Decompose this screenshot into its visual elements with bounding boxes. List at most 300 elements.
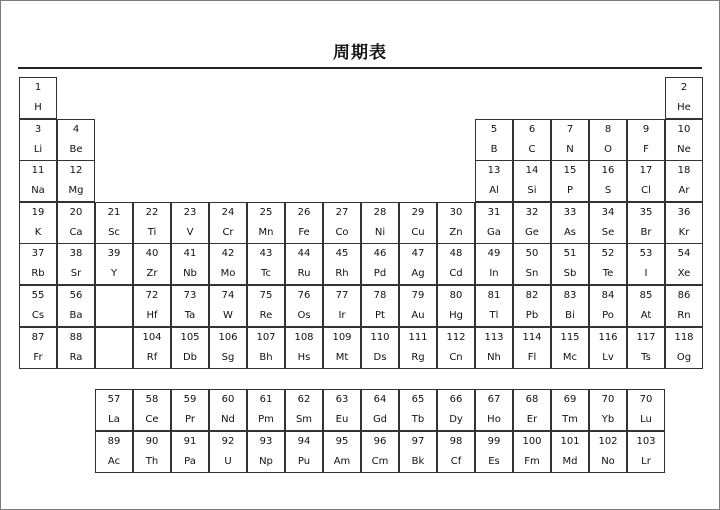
element-cell [627, 243, 665, 285]
element-symbol: Cl [641, 185, 651, 197]
atomic-number: 27 [335, 206, 349, 218]
element-cell [133, 327, 171, 369]
atomic-number: 104 [142, 331, 162, 343]
atomic-number: 81 [487, 290, 501, 301]
element-symbol: Te [602, 268, 614, 280]
atomic-number: 103 [636, 436, 656, 447]
element-symbol: Be [69, 143, 83, 155]
element-cell [285, 202, 323, 244]
element-cell [19, 77, 57, 119]
element-cell [171, 243, 209, 285]
atomic-number: 107 [256, 331, 276, 343]
element-cell [19, 160, 57, 202]
atomic-number: 83 [563, 290, 577, 301]
atomic-number: 53 [639, 248, 653, 260]
atomic-number: 115 [560, 331, 580, 343]
atomic-number: 117 [636, 331, 656, 343]
element-cell [133, 243, 171, 285]
atomic-number: 84 [601, 290, 615, 301]
element-symbol: Nd [221, 414, 235, 425]
element-symbol: Pu [297, 456, 311, 467]
element-symbol: Li [33, 143, 43, 155]
element-symbol: As [563, 226, 577, 238]
element-symbol: Y [110, 268, 118, 280]
atomic-number: 54 [677, 248, 691, 260]
element-symbol: Rg [411, 351, 425, 363]
atomic-number: 47 [411, 248, 425, 260]
element-symbol: Ar [678, 185, 690, 197]
element-symbol: Sb [563, 268, 577, 280]
element-symbol: Rb [31, 268, 45, 280]
atomic-number: 85 [639, 290, 653, 301]
element-cell [627, 431, 665, 473]
element-cell [19, 327, 57, 369]
atomic-number: 51 [563, 248, 577, 260]
element-cell [133, 202, 171, 244]
atomic-number: 80 [449, 290, 463, 301]
atomic-number: 108 [294, 331, 314, 343]
atomic-number: 82 [525, 290, 539, 301]
element-cell [171, 327, 209, 369]
element-cell [399, 327, 437, 369]
element-symbol: Es [488, 456, 500, 467]
element-cell [247, 285, 285, 327]
element-cell [437, 285, 475, 327]
atomic-number: 109 [332, 331, 352, 343]
atomic-number: 26 [297, 206, 311, 218]
element-cell [399, 389, 437, 431]
element-symbol: Cf [450, 456, 462, 467]
element-symbol: Pr [185, 414, 195, 425]
atomic-number: 57 [107, 394, 121, 405]
element-symbol: Xe [677, 268, 691, 280]
atomic-number: 69 [563, 394, 577, 405]
element-cell [627, 285, 665, 327]
element-symbol: Nh [487, 351, 501, 363]
element-cell [475, 243, 513, 285]
element-cell [475, 431, 513, 473]
element-cell [551, 243, 589, 285]
element-symbol: Sn [525, 268, 539, 280]
atomic-number: 43 [259, 248, 273, 260]
element-symbol: Po [602, 310, 614, 321]
atomic-number: 35 [639, 206, 653, 218]
atomic-number: 23 [183, 206, 197, 218]
element-cell [437, 431, 475, 473]
atomic-number: 62 [297, 394, 311, 405]
element-cell [57, 243, 95, 285]
element-cell [247, 243, 285, 285]
atomic-number: 99 [487, 436, 501, 447]
element-cell [665, 160, 703, 202]
atomic-number: 90 [145, 436, 159, 447]
element-symbol: Ho [487, 414, 501, 425]
element-symbol: Ac [107, 456, 121, 467]
atomic-number: 64 [373, 394, 387, 405]
element-cell [57, 202, 95, 244]
atomic-number: 65 [411, 394, 425, 405]
element-symbol: Sc [108, 226, 120, 238]
element-symbol: Hg [449, 310, 463, 321]
element-symbol: Sr [70, 268, 82, 280]
element-symbol: Ti [147, 226, 157, 238]
element-cell [665, 243, 703, 285]
element-symbol: Yb [601, 414, 615, 425]
element-symbol: B [490, 143, 498, 155]
element-cell [665, 119, 703, 161]
atomic-number: 87 [31, 331, 45, 343]
atomic-number: 22 [145, 206, 159, 218]
element-symbol: Ag [411, 268, 425, 280]
atomic-number: 76 [297, 290, 311, 301]
atomic-number: 112 [446, 331, 466, 343]
atomic-number: 10 [677, 123, 691, 135]
atomic-number: 13 [487, 165, 501, 177]
atomic-number: 101 [560, 436, 580, 447]
element-cell [57, 119, 95, 161]
element-symbol: Br [640, 226, 652, 238]
atomic-number: 17 [639, 165, 653, 177]
element-symbol: Pd [373, 268, 387, 280]
element-cell [361, 389, 399, 431]
element-cell [133, 389, 171, 431]
element-cell [437, 327, 475, 369]
atomic-number: 78 [373, 290, 387, 301]
element-cell [247, 389, 285, 431]
element-cell [475, 160, 513, 202]
element-cell [209, 431, 247, 473]
element-cell [627, 160, 665, 202]
element-symbol: Kr [678, 226, 690, 238]
element-cell [19, 119, 57, 161]
atomic-number: 14 [525, 165, 539, 177]
element-cell [323, 285, 361, 327]
element-cell [551, 119, 589, 161]
atomic-number: 52 [601, 248, 615, 260]
element-symbol: He [677, 102, 691, 113]
element-cell [513, 431, 551, 473]
element-cell [209, 327, 247, 369]
element-cell [247, 327, 285, 369]
element-symbol: Au [411, 310, 425, 321]
atomic-number: 12 [69, 165, 83, 177]
element-symbol: Ta [184, 310, 196, 321]
element-symbol: Na [31, 185, 45, 197]
element-symbol: Tl [489, 310, 499, 321]
atomic-number: 106 [218, 331, 238, 343]
atomic-number: 31 [487, 206, 501, 218]
element-cell [589, 243, 627, 285]
element-symbol: U [224, 456, 232, 467]
title-underline [18, 67, 702, 69]
element-cell [57, 327, 95, 369]
element-symbol: Tm [562, 414, 578, 425]
element-symbol: Am [333, 456, 351, 467]
element-cell [285, 327, 323, 369]
atomic-number: 20 [69, 206, 83, 218]
atomic-number: 110 [370, 331, 390, 343]
element-cell [19, 285, 57, 327]
element-cell [19, 243, 57, 285]
element-cell [95, 327, 133, 369]
element-symbol: Fe [298, 226, 310, 238]
element-cell [437, 202, 475, 244]
element-symbol: Re [259, 310, 273, 321]
element-cell [285, 389, 323, 431]
element-cell [323, 327, 361, 369]
element-cell [589, 327, 627, 369]
atomic-number: 38 [69, 248, 83, 260]
element-cell [665, 327, 703, 369]
page-title: 周期表 [333, 43, 387, 63]
element-cell [513, 119, 551, 161]
element-symbol: Os [297, 310, 311, 321]
atomic-number: 68 [525, 394, 539, 405]
element-symbol: Mg [68, 185, 84, 197]
atomic-number: 28 [373, 206, 387, 218]
element-symbol: Si [527, 185, 537, 197]
element-symbol: C [528, 143, 536, 155]
atomic-number: 89 [107, 436, 121, 447]
element-cell [19, 202, 57, 244]
atomic-number: 44 [297, 248, 311, 260]
element-symbol: Og [676, 351, 692, 363]
atomic-number: 111 [408, 331, 428, 343]
element-cell [361, 202, 399, 244]
atomic-number: 74 [221, 290, 235, 301]
element-symbol: Th [145, 456, 159, 467]
element-cell [399, 431, 437, 473]
element-symbol: I [644, 268, 648, 280]
element-symbol: Ba [69, 310, 83, 321]
atomic-number: 114 [522, 331, 542, 343]
element-cell [171, 202, 209, 244]
element-cell [399, 285, 437, 327]
element-symbol: Fr [33, 351, 43, 363]
atomic-number: 61 [259, 394, 273, 405]
element-symbol: Bh [259, 351, 273, 363]
element-cell [57, 285, 95, 327]
atomic-number: 9 [642, 123, 650, 135]
element-cell [133, 285, 171, 327]
element-cell [551, 327, 589, 369]
element-symbol: Zn [449, 226, 463, 238]
element-cell [513, 285, 551, 327]
element-cell [171, 389, 209, 431]
element-symbol: Al [489, 185, 499, 197]
element-cell [475, 327, 513, 369]
element-cell [171, 285, 209, 327]
element-symbol: Pm [258, 414, 274, 425]
element-cell [95, 389, 133, 431]
atomic-number: 50 [525, 248, 539, 260]
element-cell [247, 431, 285, 473]
element-cell [209, 389, 247, 431]
element-symbol: Rn [677, 310, 691, 321]
atomic-number: 66 [449, 394, 463, 405]
atomic-number: 34 [601, 206, 615, 218]
atomic-number: 73 [183, 290, 197, 301]
atomic-number: 95 [335, 436, 349, 447]
element-cell [209, 243, 247, 285]
element-cell [323, 431, 361, 473]
atomic-number: 59 [183, 394, 197, 405]
element-symbol: Ni [374, 226, 386, 238]
element-symbol: K [34, 226, 42, 238]
atomic-number: 58 [145, 394, 159, 405]
atomic-number: 55 [31, 290, 45, 301]
atomic-number: 33 [563, 206, 577, 218]
element-symbol: Bk [411, 456, 425, 467]
atomic-number: 48 [449, 248, 463, 260]
element-symbol: V [186, 226, 194, 238]
element-symbol: W [223, 310, 233, 321]
atomic-number: 1 [34, 82, 42, 93]
element-symbol: Ts [641, 351, 651, 363]
element-cell [589, 202, 627, 244]
atomic-number: 11 [31, 165, 45, 177]
atomic-number: 30 [449, 206, 463, 218]
element-symbol: Ra [69, 351, 83, 363]
element-symbol: At [640, 310, 652, 321]
element-symbol: Er [526, 414, 538, 425]
element-symbol: Pb [525, 310, 539, 321]
atomic-number: 63 [335, 394, 349, 405]
element-cell [209, 202, 247, 244]
atomic-number: 29 [411, 206, 425, 218]
atomic-number: 92 [221, 436, 235, 447]
element-symbol: Bi [565, 310, 575, 321]
element-cell [95, 285, 133, 327]
element-cell [323, 202, 361, 244]
element-cell [171, 431, 209, 473]
atomic-number: 41 [183, 248, 197, 260]
element-symbol: Rh [335, 268, 349, 280]
element-cell [57, 160, 95, 202]
atomic-number: 79 [411, 290, 425, 301]
element-symbol: O [604, 143, 612, 155]
atomic-number: 67 [487, 394, 501, 405]
element-symbol: Ne [677, 143, 691, 155]
element-cell [361, 327, 399, 369]
element-cell [513, 243, 551, 285]
element-symbol: F [643, 143, 649, 155]
element-cell [361, 285, 399, 327]
element-symbol: Sg [221, 351, 235, 363]
element-cell [513, 160, 551, 202]
atomic-number: 8 [604, 123, 612, 135]
atomic-number: 118 [674, 331, 694, 343]
atomic-number: 2 [680, 82, 688, 93]
element-symbol: In [489, 268, 499, 280]
element-symbol: Hs [297, 351, 311, 363]
element-symbol: Nb [183, 268, 197, 280]
element-symbol: Fl [527, 351, 537, 363]
element-symbol: Pa [184, 456, 196, 467]
element-symbol: Cd [449, 268, 463, 280]
atomic-number: 100 [522, 436, 542, 447]
atomic-number: 39 [107, 248, 121, 260]
element-symbol: Ga [487, 226, 501, 238]
element-symbol: Cu [411, 226, 425, 238]
element-cell [513, 202, 551, 244]
element-cell [133, 431, 171, 473]
element-cell [475, 119, 513, 161]
element-symbol: Lv [602, 351, 614, 363]
atomic-number: 37 [31, 248, 45, 260]
atomic-number: 102 [598, 436, 618, 447]
element-symbol: Ge [525, 226, 539, 238]
atomic-number: 32 [525, 206, 539, 218]
element-symbol: Cn [449, 351, 463, 363]
atomic-number: 60 [221, 394, 235, 405]
element-cell [361, 431, 399, 473]
element-symbol: Db [182, 351, 198, 363]
element-symbol: Mt [335, 351, 349, 363]
atomic-number: 7 [566, 123, 574, 135]
element-cell [95, 243, 133, 285]
element-symbol: S [604, 185, 612, 197]
element-cell [323, 389, 361, 431]
element-cell [285, 431, 323, 473]
element-cell [551, 389, 589, 431]
element-symbol: Lu [640, 414, 652, 425]
atomic-number: 113 [484, 331, 504, 343]
atomic-number: 42 [221, 248, 235, 260]
atomic-number: 18 [677, 165, 691, 177]
element-symbol: Cr [222, 226, 234, 238]
element-cell [589, 119, 627, 161]
element-symbol: Np [259, 456, 273, 467]
element-cell [665, 285, 703, 327]
element-cell [247, 202, 285, 244]
element-cell [627, 202, 665, 244]
element-symbol: Cs [31, 310, 45, 321]
atomic-number: 3 [34, 123, 42, 135]
atomic-number: 93 [259, 436, 273, 447]
element-symbol: Tb [411, 414, 425, 425]
atomic-number: 56 [69, 290, 83, 301]
atomic-number: 49 [487, 248, 501, 260]
element-symbol: Sm [295, 414, 313, 425]
element-symbol: Co [335, 226, 349, 238]
atomic-number: 46 [373, 248, 387, 260]
element-cell [551, 160, 589, 202]
element-cell [323, 243, 361, 285]
atomic-number: 97 [411, 436, 425, 447]
element-symbol: Ce [145, 414, 159, 425]
atomic-number: 91 [183, 436, 197, 447]
element-cell [399, 202, 437, 244]
element-symbol: Md [562, 456, 578, 467]
element-symbol: Cm [371, 456, 389, 467]
element-cell [513, 389, 551, 431]
element-symbol: N [566, 143, 574, 155]
element-symbol: Mc [562, 351, 578, 363]
element-cell [95, 202, 133, 244]
element-cell [589, 431, 627, 473]
element-symbol: Fm [524, 456, 540, 467]
element-cell [551, 285, 589, 327]
element-cell [285, 285, 323, 327]
element-symbol: Tc [261, 268, 271, 280]
atomic-number: 15 [563, 165, 577, 177]
element-cell [513, 327, 551, 369]
atomic-number: 70 [639, 394, 653, 405]
element-cell [665, 202, 703, 244]
atomic-number: 36 [677, 206, 691, 218]
atomic-number: 86 [677, 290, 691, 301]
